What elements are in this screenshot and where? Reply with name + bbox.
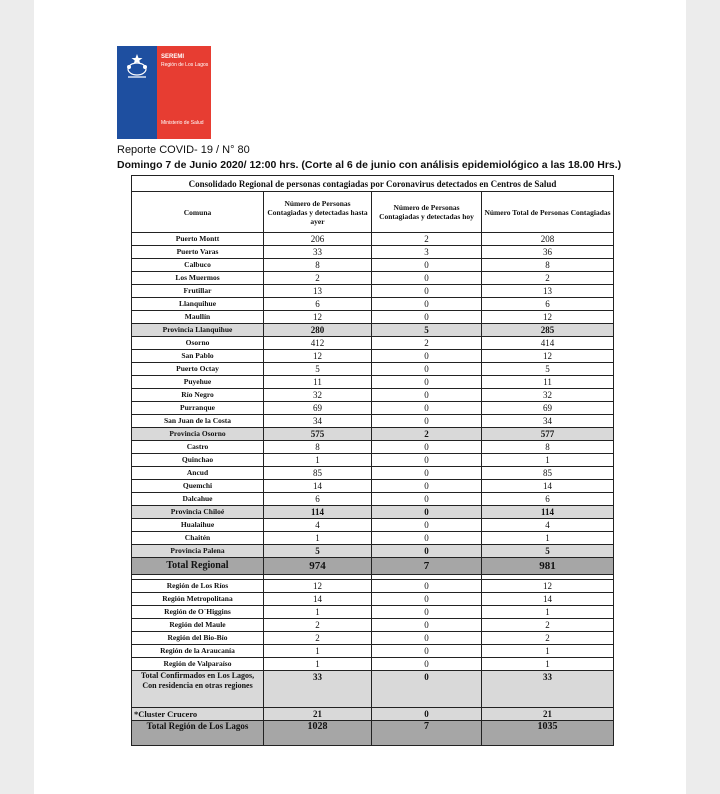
row-prev-count: 12 bbox=[264, 350, 372, 363]
row-prev-count: 6 bbox=[264, 298, 372, 311]
table-row bbox=[132, 645, 614, 658]
table-row bbox=[132, 506, 614, 519]
row-today-count: 2 bbox=[372, 233, 482, 246]
table-row bbox=[132, 441, 614, 454]
row-name: Puerto Montt bbox=[132, 233, 264, 246]
table-row bbox=[132, 428, 614, 441]
row-today-count: 0 bbox=[372, 519, 482, 532]
row-total-count: 981 bbox=[482, 558, 614, 575]
row-name: Provincia Osorno bbox=[132, 428, 264, 441]
row-prev-count: 11 bbox=[264, 376, 372, 389]
row-today-count: 0 bbox=[372, 441, 482, 454]
row-prev-count: 1 bbox=[264, 658, 372, 671]
row-name: Castro bbox=[132, 441, 264, 454]
row-name: Río Negro bbox=[132, 389, 264, 402]
row-name: Los Muermos bbox=[132, 272, 264, 285]
table-row bbox=[132, 519, 614, 532]
table-caption: Consolidado Regional de personas contagiadas por Coronavirus detectados en Centros de Salud bbox=[132, 176, 614, 192]
row-today-count: 0 bbox=[372, 259, 482, 272]
row-name: Total Confirmados en Los Lagos, Con residencia en otras regiones bbox=[132, 671, 264, 708]
row-name: Osorno bbox=[132, 337, 264, 350]
row-today-count: 0 bbox=[372, 506, 482, 519]
table-row bbox=[132, 708, 614, 721]
table-row bbox=[132, 285, 614, 298]
row-prev-count: 2 bbox=[264, 272, 372, 285]
row-today-count: 5 bbox=[372, 324, 482, 337]
row-name: Región Metropolitana bbox=[132, 593, 264, 606]
row-prev-count: 280 bbox=[264, 324, 372, 337]
table-row bbox=[132, 593, 614, 606]
row-total-count: 2 bbox=[482, 632, 614, 645]
row-today-count: 0 bbox=[372, 389, 482, 402]
report-title: Reporte COVID- 19 / N° 80 bbox=[117, 144, 250, 156]
row-name: Puerto Octay bbox=[132, 363, 264, 376]
row-prev-count: 21 bbox=[264, 708, 372, 721]
row-name: Purranque bbox=[132, 402, 264, 415]
row-name: San Pablo bbox=[132, 350, 264, 363]
row-prev-count: 13 bbox=[264, 285, 372, 298]
report-subtitle: Domingo 7 de Junio 2020/ 12:00 hrs. (Corte al 6 de junio con análisis epidemiológico a las 18.00 Hrs.) bbox=[117, 159, 622, 171]
row-name: Frutillar bbox=[132, 285, 264, 298]
row-prev-count: 575 bbox=[264, 428, 372, 441]
row-prev-count: 1028 bbox=[264, 721, 372, 746]
row-total-count: 85 bbox=[482, 467, 614, 480]
row-total-count: 4 bbox=[482, 519, 614, 532]
row-name: Región del Bio-Bío bbox=[132, 632, 264, 645]
table-row bbox=[132, 558, 614, 575]
row-total-count: 285 bbox=[482, 324, 614, 337]
row-prev-count: 8 bbox=[264, 259, 372, 272]
row-prev-count: 33 bbox=[264, 246, 372, 259]
row-total-count: 5 bbox=[482, 363, 614, 376]
row-today-count: 0 bbox=[372, 467, 482, 480]
row-total-count: 33 bbox=[482, 671, 614, 708]
row-prev-count: 12 bbox=[264, 311, 372, 324]
logo-ministry-text: Ministerio de Salud bbox=[161, 120, 204, 126]
row-total-count: 1035 bbox=[482, 721, 614, 746]
row-today-count: 0 bbox=[372, 708, 482, 721]
row-name: Quemchi bbox=[132, 480, 264, 493]
row-name: *Cluster Crucero bbox=[132, 708, 264, 721]
row-total-count: 1 bbox=[482, 606, 614, 619]
row-total-count: 577 bbox=[482, 428, 614, 441]
row-name: Total Regional bbox=[132, 558, 264, 575]
table-row bbox=[132, 324, 614, 337]
row-name: Provincia Palena bbox=[132, 545, 264, 558]
row-total-count: 11 bbox=[482, 376, 614, 389]
cases-table bbox=[131, 175, 614, 746]
row-prev-count: 1 bbox=[264, 532, 372, 545]
row-name: Región de O´Higgins bbox=[132, 606, 264, 619]
table-row bbox=[132, 671, 614, 708]
table-row bbox=[132, 402, 614, 415]
row-today-count: 2 bbox=[372, 428, 482, 441]
row-prev-count: 1 bbox=[264, 606, 372, 619]
table-row bbox=[132, 298, 614, 311]
row-today-count: 0 bbox=[372, 311, 482, 324]
row-prev-count: 412 bbox=[264, 337, 372, 350]
row-prev-count: 1 bbox=[264, 454, 372, 467]
table-row bbox=[132, 363, 614, 376]
row-prev-count: 2 bbox=[264, 632, 372, 645]
row-today-count: 0 bbox=[372, 658, 482, 671]
row-prev-count: 14 bbox=[264, 593, 372, 606]
header-today: Número de Personas Contagiadas y detectadas hoy bbox=[372, 192, 482, 233]
row-today-count: 0 bbox=[372, 415, 482, 428]
row-name: Provincia Chiloé bbox=[132, 506, 264, 519]
row-total-count: 12 bbox=[482, 580, 614, 593]
row-name: Región de Los Ríos bbox=[132, 580, 264, 593]
row-today-count: 0 bbox=[372, 645, 482, 658]
row-total-count: 1 bbox=[482, 532, 614, 545]
row-name: Ancud bbox=[132, 467, 264, 480]
table-row bbox=[132, 467, 614, 480]
row-today-count: 0 bbox=[372, 363, 482, 376]
table-row bbox=[132, 480, 614, 493]
row-today-count: 0 bbox=[372, 593, 482, 606]
row-name: Puyehue bbox=[132, 376, 264, 389]
row-prev-count: 34 bbox=[264, 415, 372, 428]
header-prev: Número de Personas Contagiadas y detectadas hasta ayer bbox=[264, 192, 372, 233]
row-total-count: 6 bbox=[482, 493, 614, 506]
table-row bbox=[132, 350, 614, 363]
row-today-count: 7 bbox=[372, 558, 482, 575]
table-row bbox=[132, 376, 614, 389]
row-total-count: 69 bbox=[482, 402, 614, 415]
logo-seremi-text: SEREMI bbox=[161, 54, 185, 60]
row-today-count: 0 bbox=[372, 454, 482, 467]
row-prev-count: 2 bbox=[264, 619, 372, 632]
row-today-count: 0 bbox=[372, 480, 482, 493]
row-prev-count: 33 bbox=[264, 671, 372, 708]
row-today-count: 2 bbox=[372, 337, 482, 350]
row-total-count: 1 bbox=[482, 645, 614, 658]
row-today-count: 0 bbox=[372, 298, 482, 311]
row-prev-count: 5 bbox=[264, 363, 372, 376]
row-name: Puerto Varas bbox=[132, 246, 264, 259]
table-row bbox=[132, 233, 614, 246]
row-prev-count: 32 bbox=[264, 389, 372, 402]
row-prev-count: 14 bbox=[264, 480, 372, 493]
row-today-count: 0 bbox=[372, 606, 482, 619]
coat-of-arms-icon bbox=[123, 51, 151, 81]
table-row bbox=[132, 272, 614, 285]
row-prev-count: 974 bbox=[264, 558, 372, 575]
row-name: Total Región de Los Lagos bbox=[132, 721, 264, 746]
row-total-count: 6 bbox=[482, 298, 614, 311]
table-row bbox=[132, 389, 614, 402]
row-name: Calbuco bbox=[132, 259, 264, 272]
table-row bbox=[132, 580, 614, 593]
table-row bbox=[132, 493, 614, 506]
row-total-count: 1 bbox=[482, 658, 614, 671]
row-today-count: 0 bbox=[372, 272, 482, 285]
table-row bbox=[132, 246, 614, 259]
row-total-count: 208 bbox=[482, 233, 614, 246]
row-today-count: 0 bbox=[372, 545, 482, 558]
row-name: Quinchao bbox=[132, 454, 264, 467]
row-today-count: 3 bbox=[372, 246, 482, 259]
row-prev-count: 1 bbox=[264, 645, 372, 658]
row-today-count: 0 bbox=[372, 619, 482, 632]
row-total-count: 114 bbox=[482, 506, 614, 519]
table-row bbox=[132, 415, 614, 428]
header-total: Número Total de Personas Contagiadas bbox=[482, 192, 614, 233]
row-total-count: 21 bbox=[482, 708, 614, 721]
row-prev-count: 8 bbox=[264, 441, 372, 454]
row-prev-count: 69 bbox=[264, 402, 372, 415]
logo-region-text: Región de Los Lagos bbox=[161, 62, 209, 68]
row-name: Región de Valparaíso bbox=[132, 658, 264, 671]
row-today-count: 0 bbox=[372, 493, 482, 506]
row-prev-count: 85 bbox=[264, 467, 372, 480]
header-comuna: Comuna bbox=[132, 192, 264, 233]
table-row bbox=[132, 311, 614, 324]
table-row bbox=[132, 545, 614, 558]
row-today-count: 0 bbox=[372, 376, 482, 389]
table-row bbox=[132, 454, 614, 467]
row-prev-count: 206 bbox=[264, 233, 372, 246]
row-today-count: 7 bbox=[372, 721, 482, 746]
table-row bbox=[132, 259, 614, 272]
row-prev-count: 12 bbox=[264, 580, 372, 593]
row-today-count: 0 bbox=[372, 632, 482, 645]
row-total-count: 8 bbox=[482, 259, 614, 272]
row-total-count: 14 bbox=[482, 480, 614, 493]
row-total-count: 5 bbox=[482, 545, 614, 558]
row-name: Provincia Llanquihue bbox=[132, 324, 264, 337]
row-total-count: 1 bbox=[482, 454, 614, 467]
row-prev-count: 6 bbox=[264, 493, 372, 506]
row-total-count: 2 bbox=[482, 272, 614, 285]
row-prev-count: 4 bbox=[264, 519, 372, 532]
table-row bbox=[132, 619, 614, 632]
row-total-count: 414 bbox=[482, 337, 614, 350]
row-name: San Juan de la Costa bbox=[132, 415, 264, 428]
row-today-count: 0 bbox=[372, 580, 482, 593]
row-total-count: 14 bbox=[482, 593, 614, 606]
row-name: Chaitén bbox=[132, 532, 264, 545]
row-total-count: 34 bbox=[482, 415, 614, 428]
table-row bbox=[132, 606, 614, 619]
row-today-count: 0 bbox=[372, 671, 482, 708]
row-today-count: 0 bbox=[372, 402, 482, 415]
row-name: Hualaihue bbox=[132, 519, 264, 532]
table-row bbox=[132, 337, 614, 350]
row-total-count: 12 bbox=[482, 311, 614, 324]
row-name: Maullín bbox=[132, 311, 264, 324]
row-total-count: 13 bbox=[482, 285, 614, 298]
row-total-count: 32 bbox=[482, 389, 614, 402]
row-name: Dalcahue bbox=[132, 493, 264, 506]
row-today-count: 0 bbox=[372, 285, 482, 298]
row-total-count: 12 bbox=[482, 350, 614, 363]
row-name: Llanquihue bbox=[132, 298, 264, 311]
row-name: Región del Maule bbox=[132, 619, 264, 632]
row-prev-count: 114 bbox=[264, 506, 372, 519]
seremi-logo bbox=[117, 46, 211, 139]
table-row bbox=[132, 532, 614, 545]
row-total-count: 2 bbox=[482, 619, 614, 632]
table-row bbox=[132, 632, 614, 645]
row-today-count: 0 bbox=[372, 350, 482, 363]
table-row bbox=[132, 721, 614, 746]
row-name: Región de la Araucanía bbox=[132, 645, 264, 658]
table-row bbox=[132, 658, 614, 671]
row-total-count: 8 bbox=[482, 441, 614, 454]
row-total-count: 36 bbox=[482, 246, 614, 259]
row-today-count: 0 bbox=[372, 532, 482, 545]
row-prev-count: 5 bbox=[264, 545, 372, 558]
